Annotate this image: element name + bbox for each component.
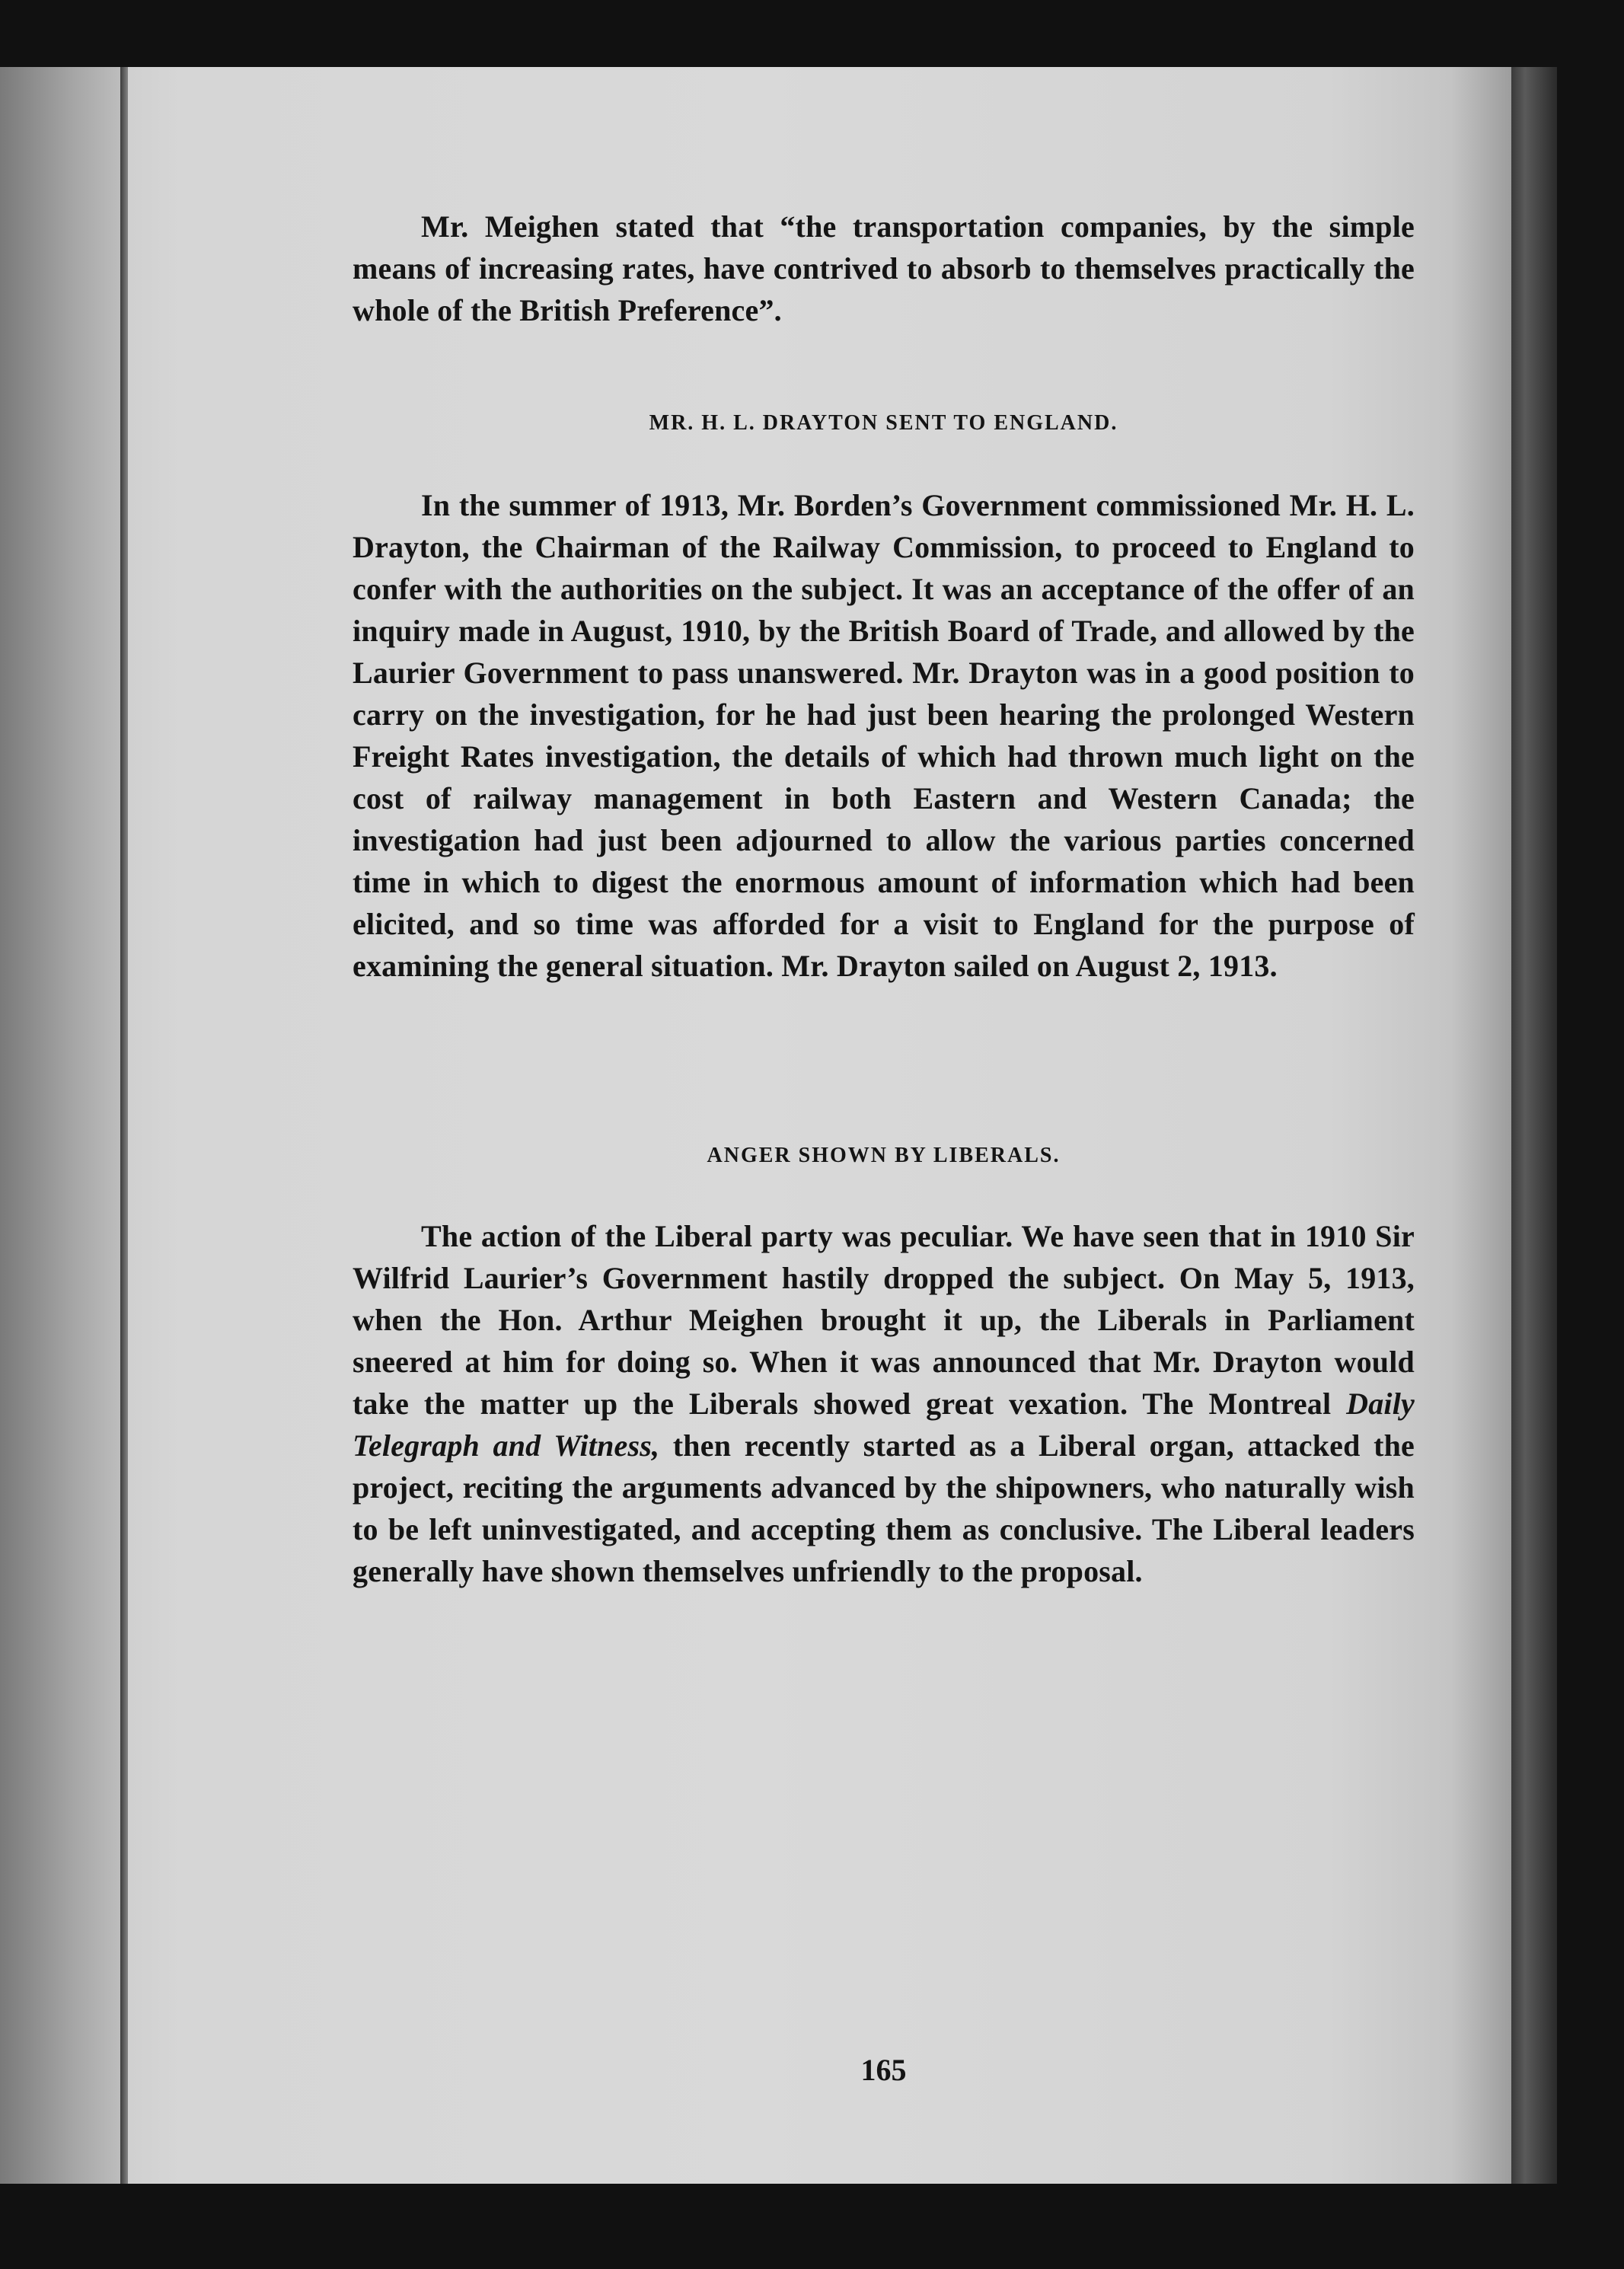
paragraph-text	[353, 1215, 1415, 1592]
paragraph-meighen-quote	[353, 206, 1415, 331]
binding-spine	[120, 67, 128, 2184]
paragraph-text-part: then recently started as a Liberal organ, attacked the project, reciting the arguments advanced by the shipowners, who naturally wish to be left uninvestigated, and accepting them as conclusive. The Liberal leaders generally have shown themselves unfriendly to the proposal.	[353, 1428, 1415, 1588]
section-heading-drayton: MR. H. L. DRAYTON SENT TO ENGLAND.	[649, 411, 1118, 435]
paragraph-text-part: The action of the Liberal party was peculiar. We have seen that in 1910 Sir Wilfrid Laurier’s Government hastily dropped the subject. On May 5, 1913, when the Hon. Arthur Meighen brought it up, the Liberals in Parliament sneered at him for doing so. When it was announced that Mr. Drayton would take the matter up the Liberals showed great vexation. The Montreal	[353, 1219, 1415, 1421]
paragraph-liberals	[353, 1215, 1415, 1592]
book-page	[0, 67, 1511, 2184]
paragraph-text: In the summer of 1913, Mr. Borden’s Government commissioned Mr. H. L. Drayton, the Chairman of the Railway Commission, to proceed to England to confer with the authorities on the subject. It was an acceptance of the offer of an inquiry made in August, 1910, by the British Board of Trade, and allowed by the Laurier Government to pass unanswered. Mr. Drayton was in a good position to carry on the investigation, for he had just been hearing the prolonged Western Freight Rates investigation, the details of which had thrown much light on the cost of railway management in both Eastern and Western Canada; the investigation had just been adjourned to allow the various parties concerned time in which to digest the enormous amount of information which had been elicited, and so time was afforded for a visit to England for the purpose of examining the general situation. Mr. Drayton sailed on August 2, 1913.	[353, 488, 1415, 983]
page-number: 165	[860, 2053, 907, 2087]
gutter-shadow	[0, 67, 120, 2184]
page-edge	[1511, 67, 1557, 2184]
section-heading-liberals: ANGER SHOWN BY LIBERALS.	[707, 1144, 1061, 1167]
paragraph-drayton	[353, 484, 1415, 987]
paragraph-text: Mr. Meighen stated that “the transportation companies, by the simple means of increasing rates, have contrived to absorb to themselves practically the whole of the British Preference”.	[353, 209, 1415, 327]
newspaper-title: Daily Telegraph and Witness,	[353, 1387, 1415, 1463]
